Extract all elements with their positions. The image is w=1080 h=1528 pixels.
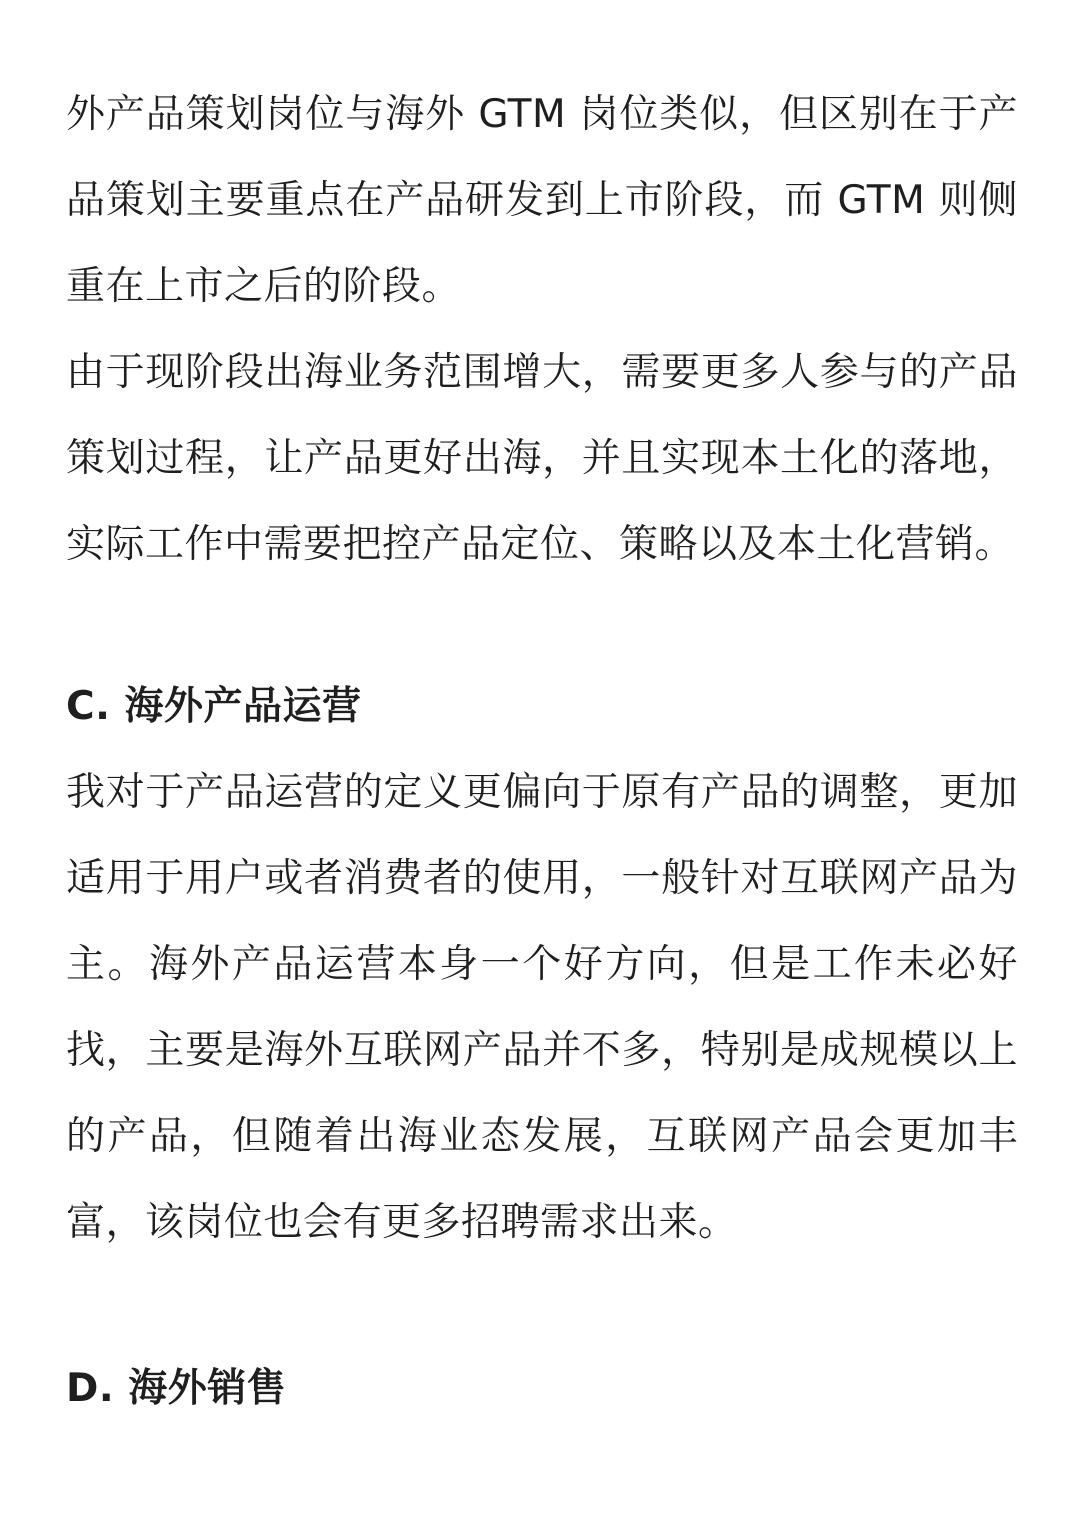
paragraph-product-operations: 我对于产品运营的定义更偏向于原有产品的调整，更加适用于用户或者消费者的使用，一般针对互联网产品为主。海外产品运营本身一个好方向，但是工作未必好找，主要是海外互联网产品并不多，特别是成规模以上的产品，但随着出海业态发展，互联网产品会更加丰富，该岗位也会有更多招聘需求出来。 bbox=[66, 770, 1018, 1245]
section-heading-d: D. 海外销售 bbox=[66, 1366, 287, 1411]
paragraph-product-planning: 外产品策划岗位与海外 GTM 岗位类似，但区别在于产品策划主要重点在产品研发到上市阶段，而 GTM 则侧重在上市之后的阶段。 bbox=[66, 92, 1018, 309]
paragraph-overseas-expansion: 由于现阶段出海业务范围增大，需要更多人参与的产品策划过程，让产品更好出海，并且实现本土化的落地，实际工作中需要把控产品定位、策略以及本土化营销。 bbox=[66, 350, 1018, 567]
article-body bbox=[66, 0, 1018, 1432]
section-heading-c: C. 海外产品运营 bbox=[66, 684, 362, 729]
